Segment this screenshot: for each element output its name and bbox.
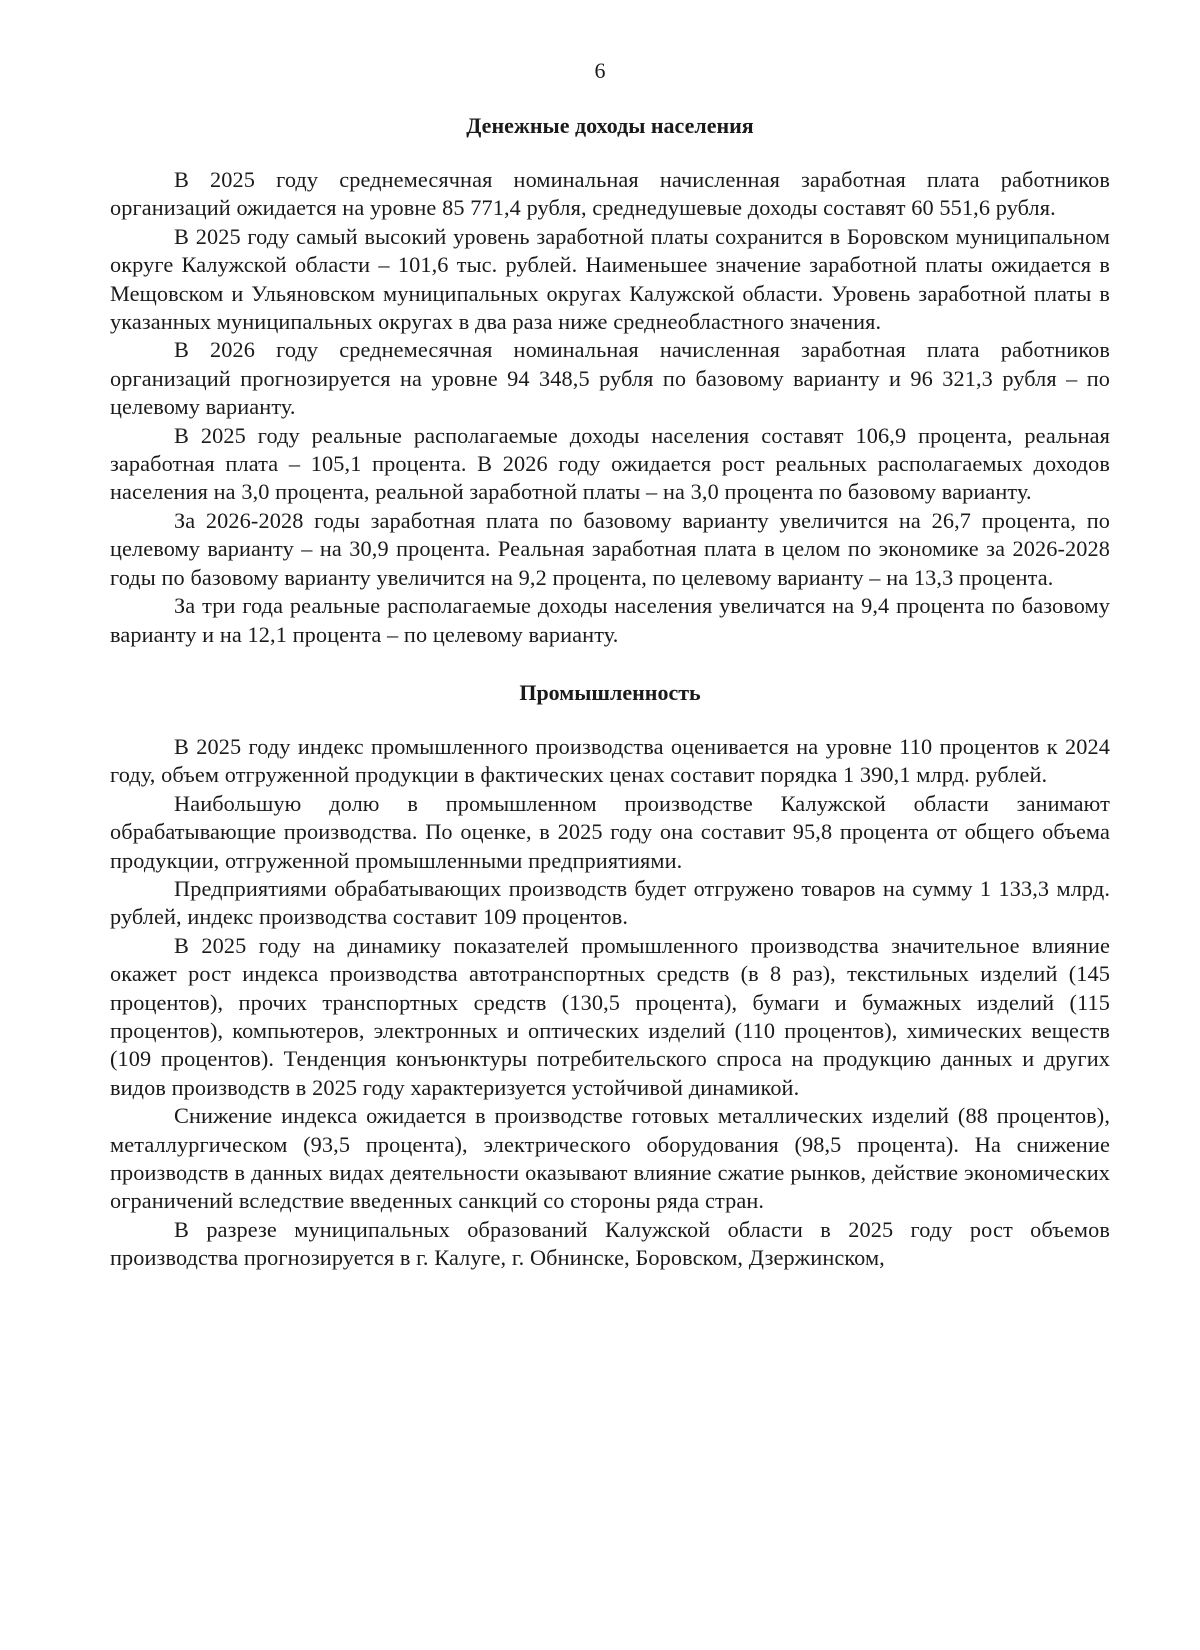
document-body	[110, 112, 1110, 1273]
paragraph: В 2025 году самый высокий уровень заработной платы сохранится в Боровском муниципальном округе Калужской области – 101,6 тыс. рублей. Наименьшее значение заработной платы ожидается в Мещовском и Ульяновском муниципальных округах Калужской области. Уровень заработной платы в указанных муниципальных округах в два раза ниже среднеобластного значения.	[110, 223, 1110, 335]
section-industry	[110, 679, 1110, 1273]
paragraph: В 2025 году на динамику показателей промышленного производства значительное влияние окажет рост индекса производства автотранспортных средств (в 8 раз), текстильных изделий (145 процентов), прочих транспортных средств (130,5 процента), бумаги и бумажных изделий (115 процентов), компьютеров, электронных и оптических изделий (110 процентов), химических веществ (109 процентов). Тенденция конъюнктуры потребительского спроса на продукцию данных и других видов производств в 2025 году характеризуется устойчивой динамикой.	[110, 932, 1110, 1100]
section-income	[110, 112, 1110, 649]
paragraph: Снижение индекса ожидается в производстве готовых металлических изделий (88 процентов), металлургическом (93,5 процента), электрического оборудования (98,5 процента). На снижение производств в данных видах деятельности оказывают влияние сжатие рынков, действие экономических ограничений вследствие введенных санкций со стороны ряда стран.	[110, 1103, 1110, 1214]
paragraph: В разрезе муниципальных образований Калужской области в 2025 году рост объемов производства прогнозируется в г. Калуге, г. Обнинске, Боровском, Дзержинском,	[110, 1216, 1110, 1271]
page-number: 6	[594, 58, 606, 83]
paragraph: За три года реальные располагаемые доходы населения увеличатся на 9,4 процента по базовому варианту и на 12,1 процента – по целевому варианту.	[110, 593, 1110, 647]
section-heading-income: Денежные доходы населения	[466, 113, 754, 138]
paragraph: В 2025 году индекс промышленного производства оценивается на уровне 110 процентов к 2024 году, объем отгруженной продукции в фактических ценах составит порядка 1 390,1 млрд. рублей.	[110, 733, 1110, 788]
paragraph: За 2026-2028 годы заработная плата по базовому варианту увеличится на 26,7 процента, по целевому варианту – на 30,9 процента. Реальная заработная плата в целом по экономике за 2026-2028 годы по базовому варианту увеличится на 9,2 процента, по целевому варианту – на 13,3 процента.	[110, 507, 1110, 590]
paragraph: Предприятиями обрабатывающих производств будет отгружено товаров на сумму 1 133,3 млрд. рублей, индекс производства составит 109 процентов.	[110, 875, 1110, 930]
paragraph: В 2025 году реальные располагаемые доходы населения составят 106,9 процента, реальная заработная плата – 105,1 процента. В 2026 году ожидается рост реальных располагаемых доходов населения на 3,0 процента, реальной заработной платы – на 3,0 процента по базовому варианту.	[110, 422, 1110, 505]
section-heading-industry: Промышленность	[519, 679, 701, 705]
paragraph: В 2025 году среднемесячная номинальная начисленная заработная плата работников организаций ожидается на уровне 85 771,4 рубля, среднедушевые доходы составят 60 551,6 рубля.	[110, 167, 1110, 221]
paragraph: В 2026 году среднемесячная номинальная начисленная заработная плата работников организаций прогнозируется на уровне 94 348,5 рубля по базовому варианту и 96 321,3 рубля – по целевому варианту.	[110, 337, 1110, 420]
paragraph: Наибольшую долю в промышленном производстве Калужской области занимают обрабатывающие производства. По оценке, в 2025 году она составит 95,8 процента от общего объема продукции, отгруженной промышленными предприятиями.	[110, 790, 1110, 873]
